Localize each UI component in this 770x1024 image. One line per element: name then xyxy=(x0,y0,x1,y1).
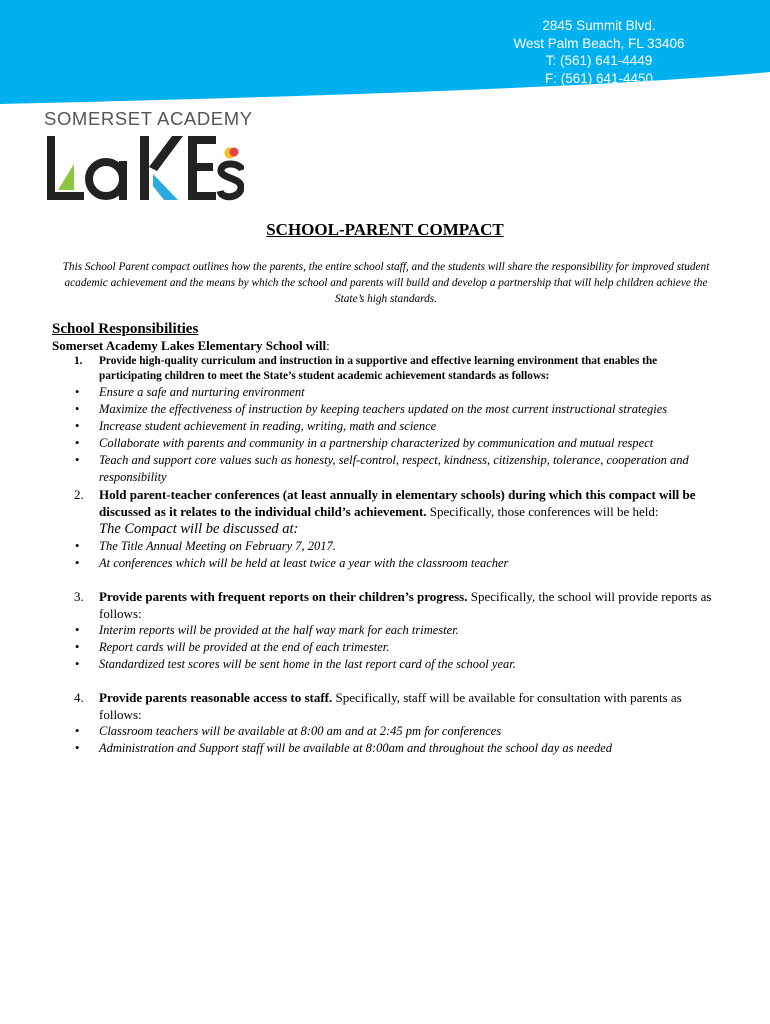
logo-wordmark: SOMERSET ACADEMY xyxy=(44,108,253,129)
compact-discussed-heading: The Compact will be discussed at: xyxy=(99,521,299,537)
responsibility-item-2 xyxy=(52,486,720,520)
bullet-icon: • xyxy=(75,539,80,553)
bullet-icon: • xyxy=(75,385,80,399)
bullet-text: Interim reports will be provided at the half way mark for each trimester. xyxy=(99,623,459,637)
address-street: 2845 Summit Blvd. xyxy=(542,18,656,33)
document-title: SCHOOL-PARENT COMPACT xyxy=(266,220,504,239)
bullet-text: Maximize the effectiveness of instruction by keeping teachers updated on the most current instructional strategies xyxy=(99,402,668,416)
item-number: 2. xyxy=(74,487,84,502)
responsibility-item-4 xyxy=(52,689,720,723)
item-bold-text: Provide parents reasonable access to staff. xyxy=(99,690,333,705)
bullet-icon: • xyxy=(75,402,80,416)
bullet-icon: • xyxy=(75,453,80,467)
bullet-icon: • xyxy=(75,419,80,433)
bullet-text: Ensure a safe and nurturing environment xyxy=(99,385,305,399)
bullet-icon: • xyxy=(75,556,80,570)
list-item xyxy=(52,723,720,740)
address-city: West Palm Beach, FL 33406 xyxy=(513,35,685,51)
list-item xyxy=(52,656,720,673)
address-phone: T: (561) 641-4449 xyxy=(545,53,653,68)
bullet-icon: • xyxy=(75,724,80,738)
bullet-text: Classroom teachers will be available at 8:00 am and at 2:45 pm for conferences xyxy=(99,724,502,738)
bullet-text: The Title Annual Meeting on February 7, 2017. xyxy=(99,539,336,553)
bullet-text: At conferences which will be held at least twice a year with the classroom teacher xyxy=(99,556,509,570)
list-item xyxy=(52,384,720,401)
item-plain-text: Specifically, the school will provide reports as follows: xyxy=(99,589,712,621)
list-item xyxy=(52,538,720,555)
responsibility-item-3 xyxy=(52,588,720,622)
item-number: 1. xyxy=(74,355,83,367)
bullet-text: Administration and Support staff will be available at 8:00am and throughout the school day as needed xyxy=(99,741,613,755)
bullet-icon: • xyxy=(75,640,80,654)
item-number: 4. xyxy=(74,690,84,705)
item-text: Provide high-quality curriculum and instruction in a supportive and effective learning environment that enables the participating children to meet the State’s student academic achievement standards as follows: xyxy=(99,355,658,382)
address-fax: F: (561) 641-4450 xyxy=(544,70,654,86)
list-item xyxy=(52,435,720,452)
item-plain-text: Specifically, staff will be available for consultation with parents as follows: xyxy=(99,690,682,722)
bullet-text: Teach and support core values such as honesty, self-control, respect, kindness, citizenship, tolerance, cooperation and responsibility xyxy=(99,453,689,484)
bullet-text: Collaborate with parents and community in a partnership characterized by communication and mutual respect xyxy=(99,436,654,450)
item-bold-text: Hold parent-teacher conferences (at least annually in elementary schools) during which this compact will be discussed as it relates to the individual child’s achievement. xyxy=(99,487,696,519)
school-responsibilities-section xyxy=(52,320,720,757)
list-item xyxy=(52,622,720,639)
list-item xyxy=(52,452,720,486)
bullet-text: Increase student achievement in reading, writing, math and science xyxy=(99,419,437,433)
school-will-heading xyxy=(52,338,720,354)
address-website: www.somersetacademylakes.com xyxy=(497,88,701,103)
school-logo xyxy=(44,108,254,200)
bullet-icon: • xyxy=(75,657,80,671)
list-item xyxy=(52,555,720,572)
bullet-text: Report cards will be provided at the end of each trimester. xyxy=(99,640,390,654)
bullet-icon: • xyxy=(75,623,80,637)
list-item xyxy=(52,418,720,435)
bullet-icon: • xyxy=(75,436,80,450)
school-address xyxy=(450,17,748,105)
intro-paragraph: This School Parent compact outlines how the parents, the entire school staff, and the students will share the responsibility for improved student academic achievement and the means by which the school and parents will build and develop a partnership that will help children achieve the State’s high standards. xyxy=(62,261,710,305)
school-name: Somerset Academy Lakes Elementary School will xyxy=(52,338,327,353)
responsibility-item-1 xyxy=(52,354,720,384)
list-item xyxy=(52,639,720,656)
item-bold-text: Provide parents with frequent reports on their children’s progress. xyxy=(99,589,468,604)
list-item xyxy=(52,740,720,757)
bullet-icon: • xyxy=(75,741,80,755)
colon: : xyxy=(326,338,330,353)
section-title: School Responsibilities xyxy=(52,321,199,337)
bullet-text: Standardized test scores will be sent home in the last report card of the school year. xyxy=(99,657,516,671)
lakes-logo-mark xyxy=(44,134,244,202)
list-item xyxy=(52,401,720,418)
item-plain-text: Specifically, those conferences will be held: xyxy=(426,504,659,519)
item-number: 3. xyxy=(74,589,84,604)
